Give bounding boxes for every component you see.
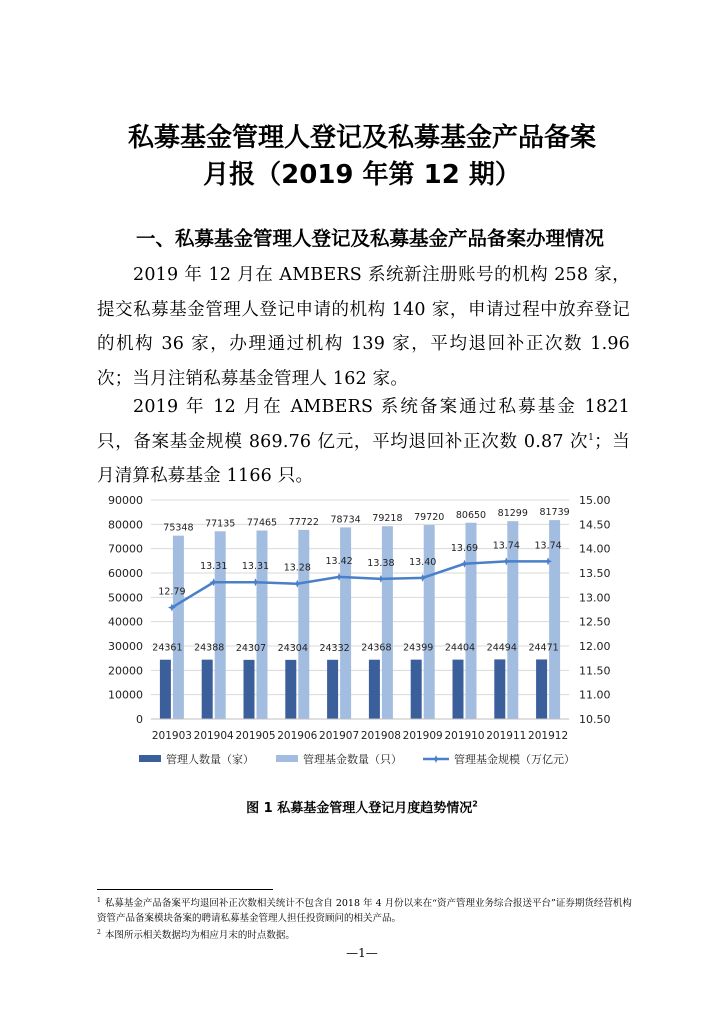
bar-fund-count xyxy=(257,531,268,719)
x-tick-label: 201903 xyxy=(151,730,192,742)
x-tick-label: 201906 xyxy=(277,730,318,742)
bar-fund-count-label: 79720 xyxy=(414,512,445,524)
y-left-tick-label: 70000 xyxy=(108,542,143,556)
y-left-tick-label: 60000 xyxy=(108,567,143,580)
bar-manager-count-label: 24494 xyxy=(486,642,517,654)
legend-label-fund: 管理基金数量（只） xyxy=(303,753,402,766)
bar-fund-count-label: 78734 xyxy=(330,514,361,526)
x-tick-label: 201905 xyxy=(235,730,276,742)
y-right-tick-label: 13.00 xyxy=(579,591,611,605)
line-fund-scale-label: 13.38 xyxy=(367,557,395,569)
y-right-tick-label: 12.50 xyxy=(579,615,611,629)
footnote-ref-2[interactable]: 2 xyxy=(472,799,478,809)
x-tick-label: 201904 xyxy=(193,730,234,742)
bar-fund-count-label: 80650 xyxy=(455,509,487,521)
bar-fund-count-label: 81299 xyxy=(497,508,528,520)
legend-swatch-manager xyxy=(139,755,161,762)
x-tick-label: 201908 xyxy=(360,730,401,742)
y-right-tick-label: 12.00 xyxy=(579,640,611,653)
bar-manager-count-label: 24399 xyxy=(403,642,434,654)
y-left-tick-label: 30000 xyxy=(108,640,143,653)
y-right-tick-label: 11.50 xyxy=(579,664,611,678)
bar-fund-count-label: 75348 xyxy=(163,522,194,534)
bar-manager-count xyxy=(327,660,338,719)
bar-manager-count-label: 24471 xyxy=(528,642,559,654)
y-left-tick-label: 90000 xyxy=(108,494,143,507)
x-tick-label: 201911 xyxy=(486,730,527,742)
bar-manager-count xyxy=(453,660,464,719)
y-left-tick-label: 20000 xyxy=(108,664,143,678)
bar-fund-count xyxy=(215,531,226,719)
bar-fund-count xyxy=(298,530,309,719)
bar-manager-count xyxy=(369,660,380,719)
x-tick-label: 201907 xyxy=(319,730,360,742)
bar-fund-count xyxy=(382,526,393,719)
report-title-line1: 私募基金管理人登记及私募基金产品备案 xyxy=(127,123,596,153)
chart-legend xyxy=(139,752,575,766)
y-left-tick-label: 10000 xyxy=(108,688,143,702)
legend-swatch-fund xyxy=(276,755,298,762)
line-fund-scale-label: 13.31 xyxy=(200,561,228,573)
report-title-line2: 月报（2019 年第 12 期） xyxy=(203,160,521,190)
footnote-2-mark: 2 xyxy=(97,929,101,936)
footnote-ref-1[interactable]: 1 xyxy=(588,432,595,443)
y-left-tick-label: 80000 xyxy=(108,518,143,532)
legend-label-manager: 管理人数量（家） xyxy=(166,753,254,766)
bar-fund-count xyxy=(424,525,435,719)
paragraph-filing-text-b: ；当月清算私募基金 1166 只。 xyxy=(97,431,631,486)
y-right-tick-label: 14.00 xyxy=(579,542,611,556)
bar-manager-count xyxy=(285,660,296,719)
bar-fund-count-label: 77722 xyxy=(288,516,319,528)
line-fund-scale-label: 13.74 xyxy=(534,540,562,552)
y-left-tick-label: 0 xyxy=(136,713,143,726)
line-fund-scale-label: 13.31 xyxy=(241,561,270,573)
bar-manager-count xyxy=(160,660,171,719)
y-left-tick-label: 50000 xyxy=(108,591,143,605)
footnote-divider xyxy=(97,889,273,890)
chart-gridlines xyxy=(151,500,569,719)
bar-manager-count xyxy=(202,660,213,719)
line-fund-scale-label: 13.40 xyxy=(409,556,437,568)
paragraph-filing xyxy=(97,390,630,494)
x-tick-label: 201910 xyxy=(444,730,485,742)
bar-manager-count-label: 24404 xyxy=(444,642,476,654)
trend-chart xyxy=(96,492,628,777)
bar-manager-count xyxy=(494,659,505,719)
x-tick-label: 201909 xyxy=(402,730,443,742)
bar-manager-count xyxy=(411,660,422,719)
bar-manager-count-label: 24304 xyxy=(277,642,308,654)
bar-manager-count-label: 24307 xyxy=(235,642,267,654)
bar-fund-count-label: 77465 xyxy=(246,517,278,529)
line-fund-scale-label: 13.69 xyxy=(450,542,479,554)
paragraph-registration xyxy=(97,258,630,396)
bar-manager-count-label: 24361 xyxy=(152,642,183,654)
bar-manager-count-label: 24368 xyxy=(361,642,392,654)
line-fund-scale-label: 12.79 xyxy=(158,586,186,598)
bar-manager-count-label: 24388 xyxy=(194,642,225,654)
legend-label-scale: 管理基金规模（万亿元） xyxy=(454,753,575,766)
line-fund-scale-label: 13.28 xyxy=(283,562,311,574)
paragraph-registration-text: 2019 年 12 月在 AMBERS 系统新注册账号的机构 258 家，提交私募基金管理人登记申请的机构 140 家，申请过程中放弃登记的机构 36 家，办理通过机构 139 家，平均退回补正次数 1.96 次；当月注销私募基金管理人 162 家。 xyxy=(97,265,630,389)
line-fund-scale-label: 13.42 xyxy=(325,555,353,567)
bar-fund-count xyxy=(173,536,184,719)
y-left-tick-label: 40000 xyxy=(108,615,143,629)
bar-manager-count-label: 24332 xyxy=(319,642,350,654)
bar-fund-count-label: 77135 xyxy=(205,518,236,530)
line-fund-scale xyxy=(172,561,548,607)
bar-manager-count xyxy=(536,659,547,719)
footnote-1 xyxy=(97,893,637,926)
bar-fund-count-label: 79218 xyxy=(372,513,403,525)
paragraph-filing-text-a: 2019 年 12 月在 AMBERS 系统备案通过私募基金 1821 只，备案基金规模 869.76 亿元，平均退回补正次数 0.87 次 xyxy=(97,397,630,452)
legend-marker-scale xyxy=(432,755,440,763)
footnote-2 xyxy=(97,925,637,943)
y-right-tick-label: 13.50 xyxy=(579,567,611,580)
bar-manager-count xyxy=(244,660,255,719)
footnote-1-text: 私募基金产品备案平均退回补正次数相关统计不包含自 2018 年 4 月份以来在“资产管理业务综合报送平台”证券期货经营机构资管产品备案模块备案的聘请私募基金管理人担任投资顾问的相关产品。 xyxy=(97,898,632,925)
line-fund-scale-label: 13.74 xyxy=(492,540,520,552)
y-right-tick-label: 14.50 xyxy=(579,518,611,532)
page-number: —1— xyxy=(346,946,378,960)
x-tick-label: 201912 xyxy=(528,730,569,742)
figure-caption-text: 图 1 私募基金管理人登记月度趋势情况 xyxy=(246,801,473,816)
y-right-tick-label: 15.00 xyxy=(579,494,611,507)
footnote-1-mark: 1 xyxy=(97,897,101,904)
figure-caption xyxy=(0,797,724,816)
section-heading: 一、私募基金管理人登记及私募基金产品备案办理情况 xyxy=(136,227,605,250)
y-right-tick-label: 10.50 xyxy=(579,713,611,726)
y-right-tick-label: 11.00 xyxy=(579,688,611,702)
bar-fund-count-label: 81739 xyxy=(539,507,570,519)
footnote-2-text: 本图所示相关数据均为相应月末的时点数据。 xyxy=(104,930,295,942)
